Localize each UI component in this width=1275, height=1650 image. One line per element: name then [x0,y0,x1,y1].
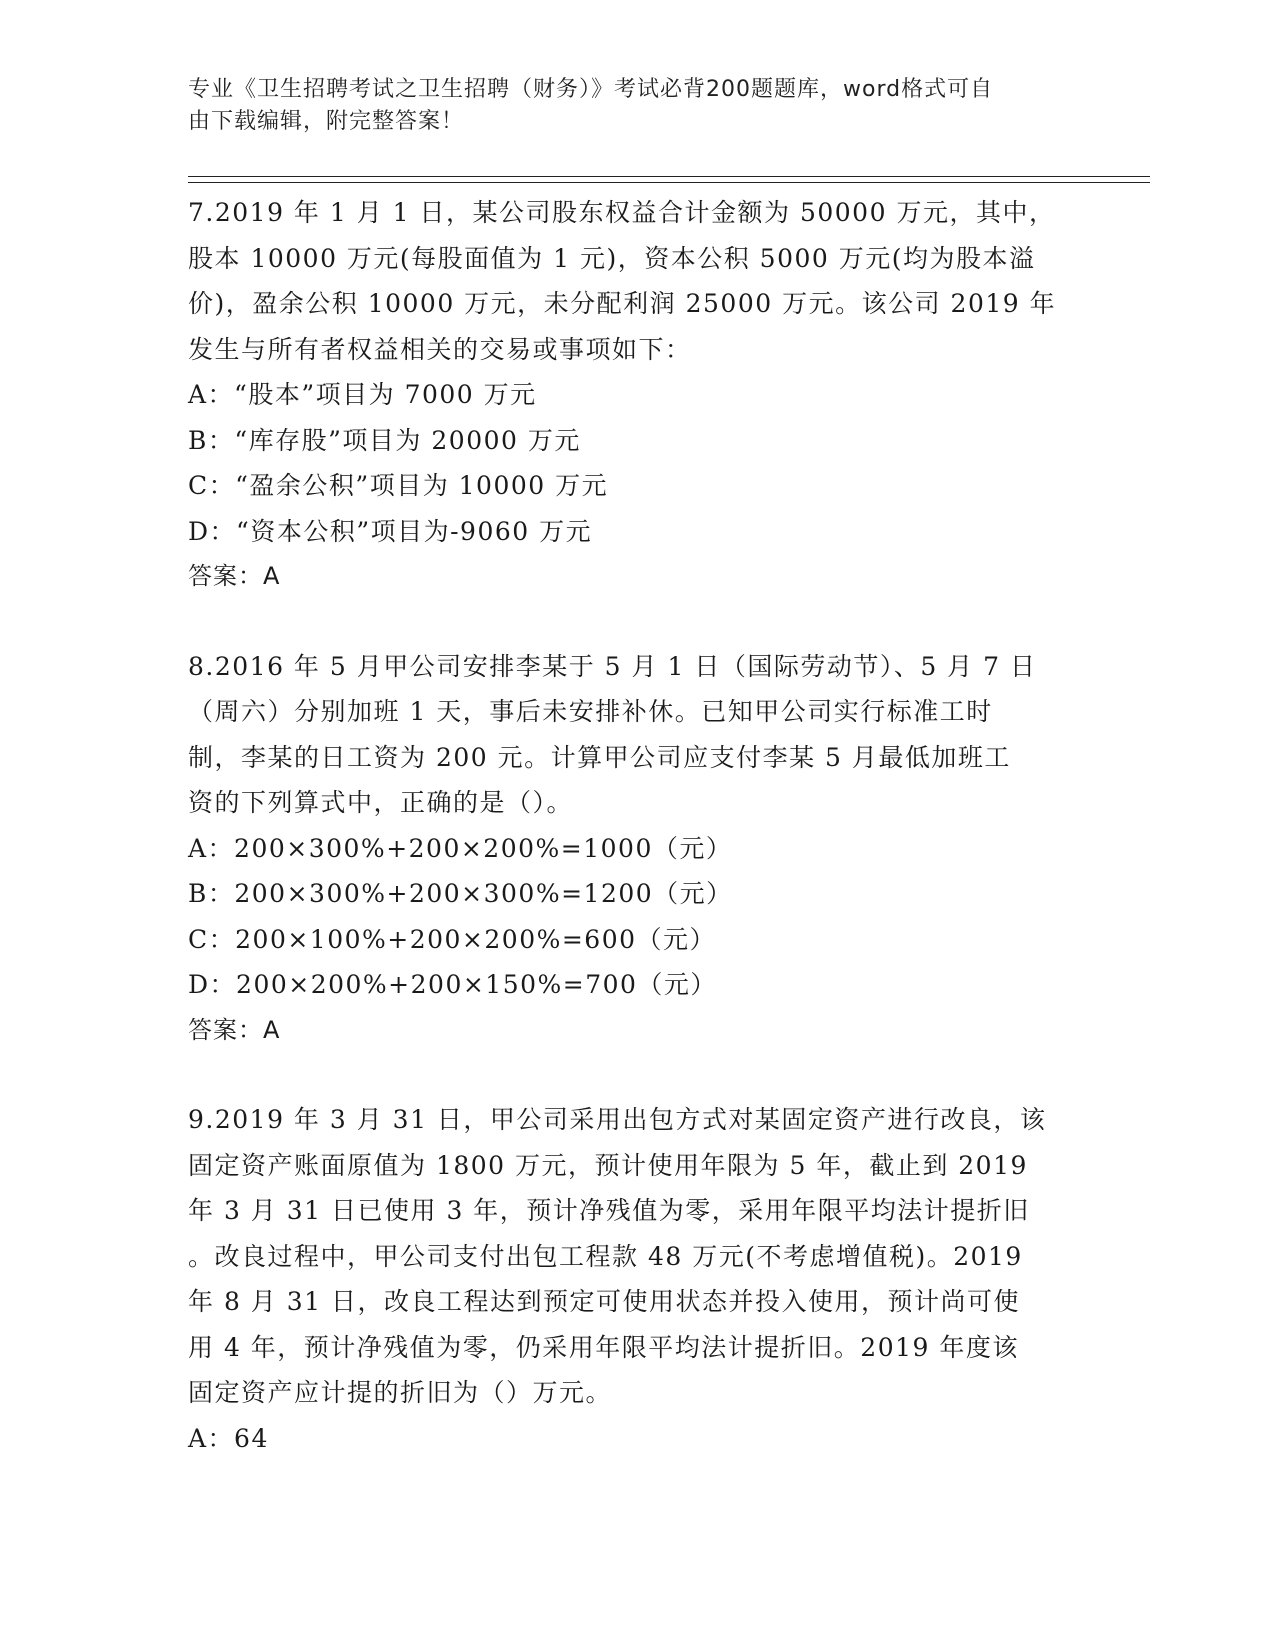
question-spacer [188,1053,1088,1097]
option-b: B：“库存股”项目为 20000 万元 [188,425,581,455]
question-stem-line: 发生与所有者权益相关的交易或事项如下： [188,334,692,364]
answer-line: 答案：A [188,1015,281,1044]
question-stem-line: 7.2019 年 1 月 1 日，某公司股东权益合计金额为 50000 万元，其中， [188,198,1056,227]
question-stem-line: 9.2019 年 3 月 31 日，甲公司采用出包方式对某固定资产进行改良，该 [188,1105,1047,1134]
option-a: A：64 [188,1423,269,1453]
question-7 [188,190,1088,600]
header-line-2: 由下载编辑，附完整答案！ [188,109,465,134]
question-stem-line: 8.2016 年 5 月甲公司安排李某于 5 月 1 日（国际劳动节）、5 月 7 日 [188,651,1037,681]
question-stem-line: 价)，盈余公积 10000 万元，未分配利润 25000 万元。该公司 2019 年 [188,289,1057,318]
question-stem-line: 用 4 年，预计净残值为零，仍采用年限平均法计提折旧。2019 年度该 [188,1332,1019,1362]
question-stem-line: 年 8 月 31 日，改良工程达到预定可使用状态并投入使用，预计尚可使 [188,1287,1021,1316]
question-stem-line: 股本 10000 万元(每股面值为 1 元)，资本公积 5000 万元(均为股本溢 [188,243,1036,273]
option-a: A：200×300%+200×200%=1000（元） [188,833,733,863]
option-c: C：200×100%+200×200%=600（元） [188,924,717,954]
question-9 [188,1097,1088,1461]
header-divider-bottom [188,182,1150,183]
question-stem-line: 年 3 月 31 日已使用 3 年，预计净残值为零，采用年限平均法计提折旧 [188,1196,1030,1225]
option-b: B：200×300%+200×300%=1200（元） [188,879,733,908]
question-stem-line: 制，李某的日工资为 200 元。计算甲公司应支付李某 5 月最低加班工 [188,742,1011,772]
question-stem-line: 资的下列算式中，正确的是（）。 [188,788,574,817]
option-a: A：“股本”项目为 7000 万元 [188,380,537,409]
header-divider-top [188,176,1150,177]
question-stem-line: 。改良过程中，甲公司支付出包工程款 48 万元(不考虑增值税)。2019 [188,1241,1023,1271]
option-d: D：“资本公积”项目为-9060 万元 [188,516,593,546]
header-line-1: 专业《卫生招聘考试之卫生招聘（财务）》考试必背200题题库，word格式可自 [188,77,994,102]
option-d: D：200×200%+200×150%=700（元） [188,970,717,999]
answer-line: 答案：A [188,562,281,590]
question-stem-line: 固定资产账面原值为 1800 万元，预计使用年限为 5 年，截止到 2019 [188,1150,1028,1180]
question-stem-line: （周六）分别加班 1 天，事后未安排补休。已知甲公司实行标准工时 [188,697,993,726]
option-c: C：“盈余公积”项目为 10000 万元 [188,471,609,500]
question-8 [188,644,1088,1054]
question-stem-line: 固定资产应计提的折旧为（）万元。 [188,1378,613,1407]
question-spacer [188,600,1088,644]
document-header [188,74,1068,138]
question-list [188,190,1088,1461]
